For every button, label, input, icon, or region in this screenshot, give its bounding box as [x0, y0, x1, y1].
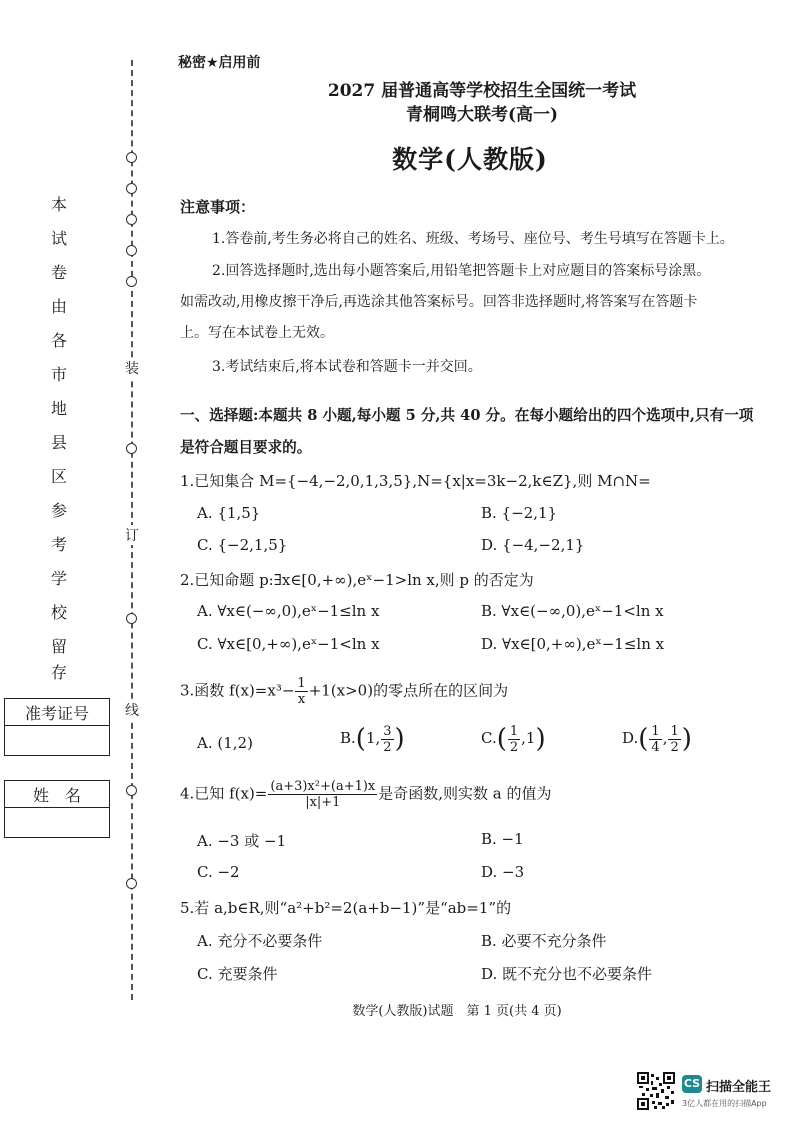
q3-c-den: 2 — [509, 739, 519, 755]
q5-option-a[interactable]: A. 充分不必要条件 — [197, 932, 323, 950]
binding-hole — [126, 878, 137, 889]
note-3: 3.考试结束后,将本试卷和答题卡一并交回。 — [212, 359, 482, 375]
q4-option-d[interactable]: D. −3 — [481, 863, 525, 881]
scanner-brand-name: 扫描全能王 — [706, 1080, 772, 1095]
student-name-label: 姓 名 — [4, 780, 110, 808]
binding-char: 订 — [124, 525, 140, 545]
q3-option-d[interactable]: D.( $\frac{1}{4}$ , $\frac{1}{2}$ ) — [622, 723, 692, 755]
qr-code — [637, 1072, 675, 1110]
notice-char: 由 — [50, 297, 67, 316]
note-2b: 如需改动,用橡皮擦干净后,再选涂其他答案标号。回答非选择题时,将答案写在答题卡 — [180, 294, 698, 310]
q4-option-c[interactable]: C. −2 — [197, 863, 240, 881]
q4-option-b[interactable]: B. −1 — [481, 830, 524, 848]
q3-b-den: 2 — [383, 739, 392, 755]
question-2-stem: 2.已知命题 p:∃x∈[0,+∞),eˣ−1>ln x,则 p 的否定为 — [180, 571, 534, 589]
binding-char: 装 — [124, 358, 140, 378]
notice-char: 地 — [50, 399, 67, 418]
q3-stem-end: +1(x>0)的零点所在的区间为 — [308, 681, 509, 700]
binding-hole — [126, 214, 137, 225]
notice-char: 县 — [50, 433, 67, 452]
q2-option-a[interactable]: A. ∀x∈(−∞,0),eˣ−1≤ln x — [197, 602, 380, 620]
notice-char: 区 — [50, 467, 67, 486]
q1-option-d[interactable]: D. {−4,−2,1} — [481, 536, 585, 554]
page-footer: 数学(人教版)试题 第 1 页(共 4 页) — [352, 1004, 562, 1019]
q3-option-b[interactable]: B.(1, $\frac{3}{2}$ ) — [340, 723, 405, 755]
q3-d-label: D. — [622, 729, 639, 747]
section-heading-cont: 是符合题目要求的。 — [180, 439, 312, 456]
q3-b-num: 3 — [383, 723, 392, 739]
cs-logo-icon: CS — [682, 1075, 702, 1093]
q4-fraction — [268, 780, 377, 809]
q4-frac-den: |x|+1 — [305, 795, 341, 810]
exam-id-field[interactable] — [4, 726, 110, 756]
notes-heading: 注意事项： — [180, 198, 256, 216]
q3-stem-start: 3.函数 f(x)=x³− — [180, 681, 295, 700]
question-3-stem — [180, 677, 508, 706]
scanner-brand-tagline: 3亿人都在用的扫描App — [682, 1099, 767, 1108]
q3-c-label: C. — [481, 729, 497, 747]
q5-option-d[interactable]: D. 既不充分也不必要条件 — [481, 965, 653, 983]
binding-hole — [126, 245, 137, 256]
question-4-stem — [180, 780, 552, 809]
note-2a: 2.回答选择题时,选出每小题答案后,用铅笔把答题卡上对应题目的答案标号涂黑。 — [212, 263, 711, 279]
q4-stem-start: 4.已知 f(x)= — [180, 784, 268, 803]
exam-subtitle: 青桐鸣大联考(高一) — [405, 105, 559, 125]
q3-d-num2: 1 — [670, 723, 679, 739]
q3-option-c[interactable]: C.( $\frac{1}{2}$ ,1) — [481, 723, 546, 755]
notice-char: 卷 — [50, 263, 67, 282]
q3-d-den2: 2 — [670, 739, 679, 755]
q2-option-b[interactable]: B. ∀x∈(−∞,0),eˣ−1<ln x — [481, 602, 664, 620]
q3-d-den1: 4 — [651, 739, 660, 755]
q1-option-a[interactable]: A. {1,5} — [197, 504, 261, 522]
note-2c: 上。写在本试卷上无效。 — [180, 325, 334, 341]
question-5-stem: 5.若 a,b∈R,则“a²+b²=2(a+b−1)”是“ab=1”的 — [180, 899, 512, 917]
q3-c-num: 1 — [509, 723, 519, 739]
notice-char: 各 — [50, 331, 67, 350]
binding-char: 线 — [124, 700, 140, 720]
notice-char: 学 — [50, 569, 67, 588]
binding-hole — [126, 276, 137, 287]
q5-option-b[interactable]: B. 必要不充分条件 — [481, 932, 607, 950]
binding-hole — [126, 785, 137, 796]
notice-char: 考 — [50, 535, 67, 554]
note-1: 1.答卷前,考生务必将自己的姓名、班级、考场号、座位号、考生号填写在答题卡上。 — [212, 231, 734, 247]
notice-char: 留 — [50, 637, 67, 656]
binding-hole — [126, 613, 137, 624]
section-heading: 一、选择题:本题共 8 小题,每小题 5 分,共 40 分。在每小题给出的四个选项中,只有一项 — [180, 407, 754, 424]
question-1-stem: 1.已知集合 M={−4,−2,0,1,3,5},N={x|x=3k−2,k∈Z},则 M∩N= — [180, 472, 651, 490]
q3-option-a[interactable]: A. (1,2) — [197, 734, 253, 752]
notice-char: 校 — [50, 603, 67, 622]
notice-char: 试 — [50, 229, 67, 248]
q1-option-c[interactable]: C. {−2,1,5} — [197, 536, 288, 554]
notice-char: 市 — [50, 365, 67, 384]
subject-title: 数学(人教版) — [392, 145, 548, 174]
q3-frac-den: x — [297, 692, 306, 707]
q2-option-c[interactable]: C. ∀x∈[0,+∞),eˣ−1<ln x — [197, 635, 380, 653]
q2-option-d[interactable]: D. ∀x∈[0,+∞),eˣ−1≤ln x — [481, 635, 665, 653]
q5-option-c[interactable]: C. 充要条件 — [197, 965, 278, 983]
confidential-mark: 秘密★启用前 — [178, 55, 261, 71]
q4-frac-num: (a+3)x²+(a+1)x — [270, 779, 376, 794]
q3-c-val: ,1 — [521, 729, 536, 747]
q4-option-a[interactable]: A. −3 或 −1 — [197, 832, 287, 850]
q3-b-val: 1, — [365, 729, 381, 747]
notice-char: 参 — [50, 501, 67, 520]
notice-char: 存 — [50, 663, 67, 682]
q3-frac-num: 1 — [297, 676, 306, 691]
q1-option-b[interactable]: B. {−2,1} — [481, 504, 558, 522]
q3-d-num1: 1 — [651, 723, 660, 739]
q3-b-label: B. — [340, 729, 356, 747]
exam-title: 2027 届普通高等学校招生全国统一考试 — [327, 81, 637, 101]
binding-hole — [126, 183, 137, 194]
notice-char: 本 — [50, 195, 67, 214]
q4-stem-end: 是奇函数,则实数 a 的值为 — [378, 784, 552, 803]
exam-id-label: 准考证号 — [4, 698, 110, 726]
q3-fraction — [295, 677, 307, 706]
student-name-field[interactable] — [4, 808, 110, 838]
binding-hole — [126, 443, 137, 454]
